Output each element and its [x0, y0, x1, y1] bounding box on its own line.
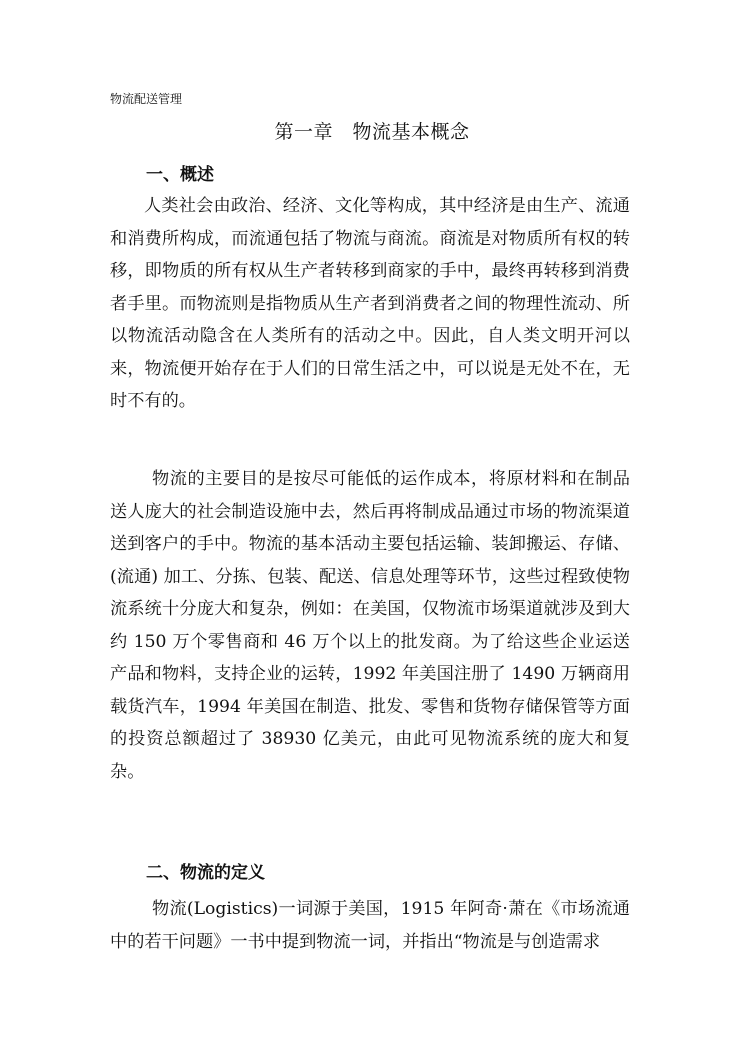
running-header: 物流配送管理	[110, 92, 183, 106]
paragraph-definition: 物流(Logistics)一词源于美国，1915 年阿奇·萧在《市场流通中的若干问题》一书中提到物流一词，并指出“物流是与创造需求	[110, 899, 630, 952]
section-heading-definition: 二、物流的定义	[146, 863, 265, 883]
paragraph-overview: 人类社会由政治、经济、文化等构成，其中经济是由生产、流通和消费所构成，而流通包括了物流与商流。商流是对物质所有权的转移，即物质的所有权从生产者转移到商家的手中，最终再转移到消费者手里。而物流则是指物质从生产者到消费者之间的物理性流动、所以物流活动隐含在人类所有的活动之中。因此，自人类文明开河以来，物流便开始存在于人们的日常生活之中，可以说是无处不在，无时不有的。	[110, 196, 630, 411]
chapter-title: 第一章 物流基本概念	[274, 121, 470, 143]
paragraph-purpose: 物流的主要目的是按尽可能低的运作成本，将原材料和在制品送人庞大的社会制造设施中去，然后再将制成品通过市场的物流渠道送到客户的手中。物流的基本活动主要包括运输、装卸搬运、存储、(流通) 加工、分拣、包装、配送、信息处理等环节，这些过程致使物流系统十分庞大和复杂，例如：在美国，仅物流市场渠道就涉及到大约 150 万个零售商和 46 万个以上的批发商。为了给这些企业运送产品和物料，支持企业的运转，1992 年美国注册了 1490 万辆商用载货汽车，1994 年美国在制造、批发、零售和货物存储保管等方面的投资总额超过了 38930 亿美元，由此可见物流系统的庞大和复杂。	[110, 469, 630, 782]
section-heading-overview: 一、概述	[146, 165, 214, 185]
